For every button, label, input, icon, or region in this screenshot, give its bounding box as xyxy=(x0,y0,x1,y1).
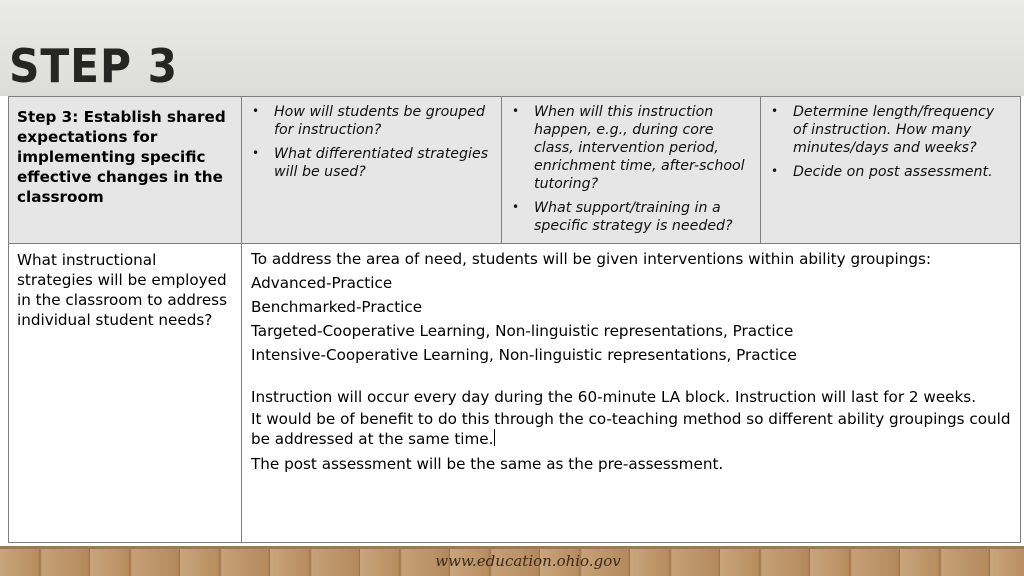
bullet-icon: • xyxy=(512,104,520,118)
list-item: • What differentiated strategies will be used? xyxy=(252,146,489,180)
grouping-questions-cell xyxy=(242,97,502,244)
targeted-line: Targeted-Cooperative Learning, Non-linguistic representations, Practice xyxy=(251,322,794,340)
coteaching-line: It would be of benefit to do this through the co-teaching method so different ability groupings could be addressed at the same time. xyxy=(251,410,1011,448)
bullet-icon: • xyxy=(771,164,779,178)
strategies-question: What instructional strategies will be employed in the classroom to address individual student needs? xyxy=(17,251,227,329)
grouping-questions-list xyxy=(242,97,501,181)
list-item: • What support/training in a specific strategy is needed? xyxy=(512,200,733,234)
bullet-icon: • xyxy=(252,146,260,160)
timing-questions-list xyxy=(502,97,760,235)
text-cursor xyxy=(494,429,495,446)
step3-table xyxy=(8,96,1021,543)
slide-title: STEP 3 xyxy=(9,39,178,93)
slide-content xyxy=(8,96,1020,546)
intro-line: To address the area of need, students will be given interventions within ability groupings: xyxy=(251,250,932,268)
step-label: Step 3: Establish shared expectations for implementing specific effective changes in the classroom xyxy=(17,108,226,206)
advanced-line: Advanced-Practice xyxy=(251,274,393,292)
strategies-answer xyxy=(242,244,1020,474)
bullet-icon: • xyxy=(252,104,260,118)
strategies-answer-cell xyxy=(242,244,1021,543)
footer-url: www.education.ohio.gov xyxy=(435,552,621,570)
duration-questions-cell xyxy=(761,97,1021,244)
benchmarked-line: Benchmarked-Practice xyxy=(251,298,423,316)
list-item: • Decide on post assessment. xyxy=(771,164,993,180)
timing-questions-cell xyxy=(502,97,761,244)
intensive-line: Intensive-Cooperative Learning, Non-linguistic representations, Practice xyxy=(251,346,797,364)
duration-questions-list xyxy=(761,97,1020,181)
table-header-row xyxy=(9,97,1021,244)
list-item: • How will students be grouped for instruction? xyxy=(252,104,486,138)
list-item: • Determine length/frequency of instruction. How many minutes/days and weeks? xyxy=(771,104,995,156)
step-label-cell xyxy=(9,97,242,244)
post-assessment-line: The post assessment will be the same as the pre-assessment. xyxy=(251,455,724,473)
bullet-icon: • xyxy=(771,104,779,118)
strategies-question-cell xyxy=(9,244,242,543)
list-item: • When will this instruction happen, e.g., during core class, intervention period, enrichment time, after-school tutoring? xyxy=(512,104,745,192)
table-strategies-row xyxy=(9,244,1021,543)
schedule-line: Instruction will occur every day during the 60-minute LA block. Instruction will last for 2 weeks. xyxy=(251,388,977,406)
bullet-icon: • xyxy=(512,200,520,214)
